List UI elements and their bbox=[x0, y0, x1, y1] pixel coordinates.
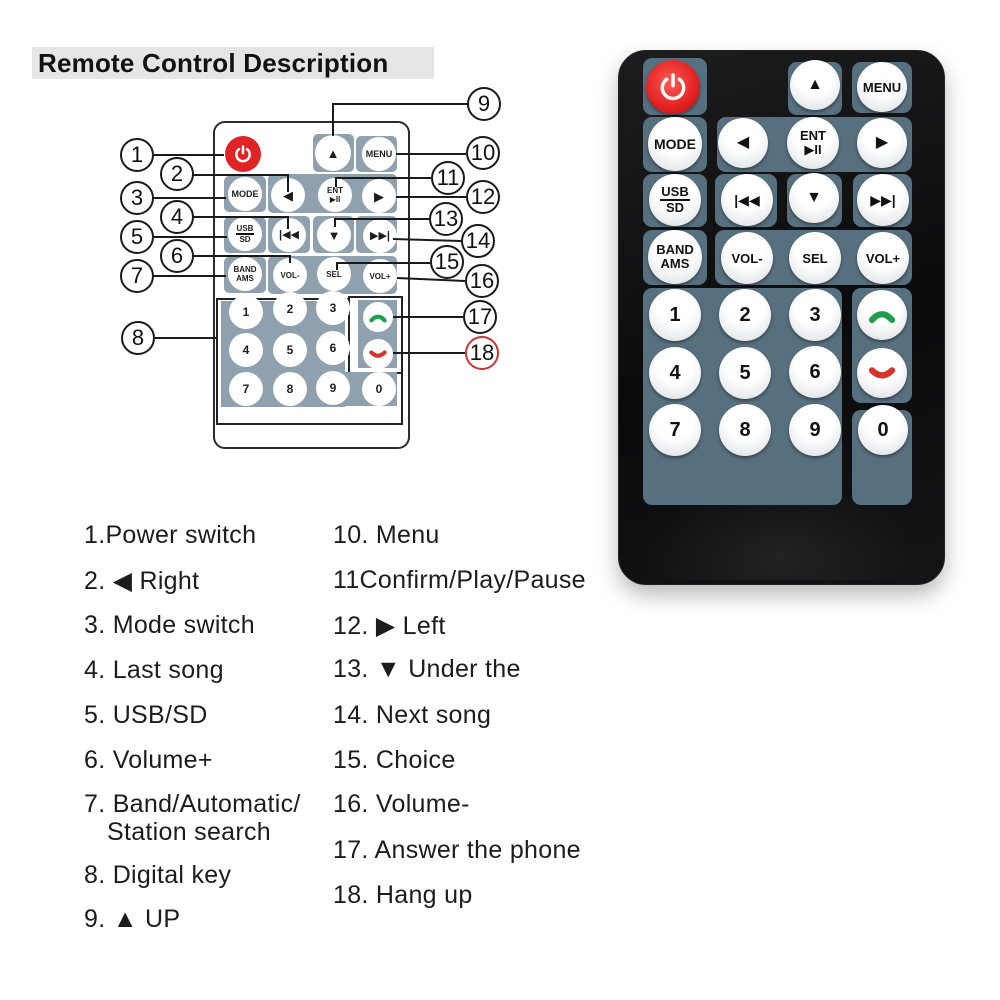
diagram-digit-7: 7 bbox=[229, 372, 263, 406]
photo-digit-6: 6 bbox=[789, 346, 841, 398]
photo-prev-button bbox=[721, 174, 773, 226]
diagram-digit-3: 3 bbox=[316, 291, 350, 325]
diagram-next-button bbox=[363, 219, 397, 253]
power-icon bbox=[657, 71, 689, 103]
diagram-power-button bbox=[225, 136, 261, 172]
page-title: Remote Control Description bbox=[32, 47, 434, 79]
legend-item-7: 7. Band/Automatic/ bbox=[84, 790, 301, 818]
next-track-icon: ▶▶| bbox=[870, 192, 896, 208]
photo-power-button bbox=[646, 60, 700, 114]
ams-label: AMS bbox=[236, 274, 254, 283]
diagram-digit-1: 1 bbox=[229, 295, 263, 329]
callout-18: 18 bbox=[465, 336, 499, 370]
photo-mode-button: MODE bbox=[648, 117, 702, 171]
callout-9: 9 bbox=[467, 87, 501, 121]
photo-usb-sd-button bbox=[649, 174, 701, 226]
diagram-digit-9: 9 bbox=[316, 371, 350, 405]
band-label: BAND bbox=[233, 265, 257, 274]
legend-item-16: 16. Volume- bbox=[333, 790, 470, 818]
sd-label: SD bbox=[239, 235, 251, 244]
callout-14: 14 bbox=[461, 224, 495, 258]
diagram-right-button bbox=[362, 179, 396, 213]
diagram-vol-minus-button: VOL- bbox=[273, 258, 307, 292]
photo-vol-minus-button: VOL- bbox=[721, 232, 773, 284]
diagram-left-button bbox=[271, 178, 305, 212]
diagram-hangup-button bbox=[363, 339, 393, 369]
callout-2: 2 bbox=[160, 157, 194, 191]
legend-item-15: 15. Choice bbox=[333, 746, 456, 774]
photo-band-ams-button bbox=[648, 230, 702, 284]
usb-label: USB bbox=[661, 184, 689, 199]
photo-digit-1: 1 bbox=[649, 289, 701, 341]
photo-digit-8: 8 bbox=[719, 404, 771, 456]
legend-item-6: 6. Volume+ bbox=[84, 746, 213, 774]
diagram-prev-button bbox=[272, 218, 306, 252]
diagram-mode-button: MODE bbox=[228, 177, 262, 211]
down-arrow-icon: ▼ bbox=[327, 227, 341, 243]
diagram-digit-8: 8 bbox=[273, 372, 307, 406]
legend-item-4: 4. Last song bbox=[84, 656, 224, 684]
diagram-digit-2: 2 bbox=[273, 292, 307, 326]
band-label: BAND bbox=[656, 242, 694, 257]
right-arrow-icon: ▶ bbox=[875, 134, 889, 151]
ams-label: AMS bbox=[660, 256, 690, 271]
photo-menu-button: MENU bbox=[857, 62, 907, 112]
callout-16: 16 bbox=[465, 264, 499, 298]
play-pause-icon: ▶II bbox=[804, 142, 822, 157]
callout-12: 12 bbox=[466, 180, 500, 214]
legend-item-5: 5. USB/SD bbox=[84, 701, 208, 729]
diagram-menu-button: MENU bbox=[362, 137, 396, 171]
photo-digit-5: 5 bbox=[719, 347, 771, 399]
callout-5: 5 bbox=[120, 220, 154, 254]
legend-item-9: 9. ▲ UP bbox=[84, 905, 181, 933]
hangup-phone-icon bbox=[368, 348, 388, 361]
diagram-up-button bbox=[315, 135, 351, 171]
legend-item-14: 14. Next song bbox=[333, 701, 492, 729]
callout-17: 17 bbox=[463, 300, 497, 334]
legend-item-1: 1.Power switch bbox=[84, 521, 257, 549]
answer-phone-icon bbox=[368, 311, 388, 324]
photo-answer-button bbox=[857, 290, 907, 340]
photo-digit-3: 3 bbox=[789, 289, 841, 341]
photo-up-button bbox=[790, 60, 840, 110]
answer-phone-icon bbox=[867, 306, 897, 325]
callout-3: 3 bbox=[120, 181, 154, 215]
photo-digit-2: 2 bbox=[719, 289, 771, 341]
diagram-sel-button: SEL bbox=[317, 257, 351, 291]
diagram-digit-4: 4 bbox=[229, 333, 263, 367]
legend-item-7-line2: Station search bbox=[107, 818, 272, 846]
legend-item-3: 3. Mode switch bbox=[84, 611, 255, 639]
diagram-digit-6: 6 bbox=[316, 331, 350, 365]
sd-label: SD bbox=[665, 200, 685, 215]
prev-track-icon: |◀◀ bbox=[279, 228, 299, 241]
ent-label: ENT bbox=[327, 186, 343, 195]
legend-item-10: 10. Menu bbox=[333, 521, 440, 549]
prev-track-icon: |◀◀ bbox=[734, 192, 760, 208]
hangup-phone-icon bbox=[867, 364, 897, 383]
callout-13: 13 bbox=[429, 202, 463, 236]
photo-next-button bbox=[857, 174, 909, 226]
callout-6: 6 bbox=[160, 239, 194, 273]
ent-label: ENT bbox=[800, 128, 826, 143]
legend-item-2: 2. ◀ Right bbox=[84, 567, 200, 595]
callout-4: 4 bbox=[160, 200, 194, 234]
photo-digit-9: 9 bbox=[789, 404, 841, 456]
diagram-down-button bbox=[317, 218, 351, 252]
diagram-ent-button bbox=[318, 178, 352, 212]
legend-item-17: 17. Answer the phone bbox=[333, 836, 581, 864]
diagram-vol-plus-button: VOL+ bbox=[363, 259, 397, 293]
legend-item-12: 12. ▶ Left bbox=[333, 612, 446, 640]
photo-down-button bbox=[789, 173, 839, 223]
photo-vol-plus-button: VOL+ bbox=[857, 232, 909, 284]
callout-10: 10 bbox=[466, 136, 500, 170]
up-arrow-icon: ▲ bbox=[326, 145, 340, 161]
callout-15: 15 bbox=[430, 245, 464, 279]
legend-item-8: 8. Digital key bbox=[84, 861, 232, 889]
photo-hangup-button bbox=[857, 348, 907, 398]
diagram-answer-button bbox=[363, 302, 393, 332]
left-arrow-icon: ◀ bbox=[736, 134, 750, 151]
left-arrow-icon: ◀ bbox=[283, 187, 293, 203]
photo-ent-button bbox=[787, 117, 839, 169]
photo-sel-button: SEL bbox=[789, 232, 841, 284]
legend-item-11: 11Confirm/Play/Pause bbox=[333, 566, 586, 594]
photo-digit-4: 4 bbox=[649, 347, 701, 399]
down-arrow-icon: ▼ bbox=[806, 189, 822, 206]
diagram-digit-5: 5 bbox=[273, 333, 307, 367]
callout-1: 1 bbox=[120, 138, 154, 172]
usb-label: USB bbox=[236, 224, 254, 233]
play-pause-icon: ▶II bbox=[329, 195, 341, 204]
photo-left-button bbox=[718, 118, 768, 168]
legend-item-13: 13. ▼ Under the bbox=[333, 655, 521, 683]
up-arrow-icon: ▲ bbox=[807, 76, 823, 93]
callout-8: 8 bbox=[121, 321, 155, 355]
photo-right-button bbox=[857, 118, 907, 168]
legend-item-18: 18. Hang up bbox=[333, 881, 473, 909]
photo-digit-7: 7 bbox=[649, 404, 701, 456]
callout-11: 11 bbox=[431, 161, 465, 195]
next-track-icon: ▶▶| bbox=[370, 229, 390, 242]
diagram-usb-sd-button bbox=[228, 217, 262, 251]
diagram-band-ams-button bbox=[228, 257, 262, 291]
callout-7: 7 bbox=[120, 259, 154, 293]
photo-digit-0: 0 bbox=[858, 405, 908, 455]
diagram-digit-0: 0 bbox=[362, 372, 396, 406]
right-arrow-icon: ▶ bbox=[374, 188, 384, 204]
power-icon bbox=[233, 144, 253, 164]
